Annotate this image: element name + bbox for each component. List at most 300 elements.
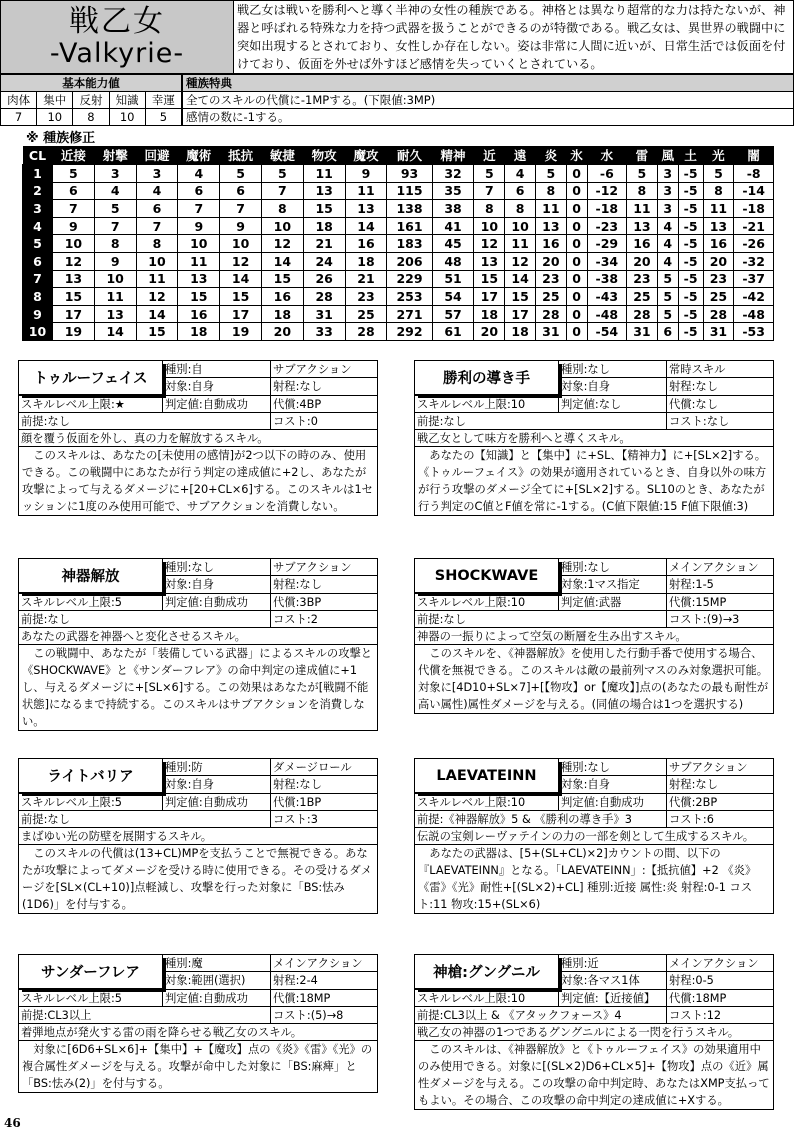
skill-type: 種別:なし bbox=[559, 759, 667, 775]
stats-cell: 7 bbox=[261, 182, 303, 200]
skill-card bbox=[18, 558, 378, 731]
stats-cell: 25 bbox=[703, 288, 734, 306]
stats-cell: 20 bbox=[474, 323, 505, 341]
skill-timing: ダメージロール bbox=[273, 761, 352, 774]
stats-cell: 15 bbox=[220, 288, 262, 306]
stats-cell: 10 bbox=[505, 217, 536, 235]
skill-prereq: 前提:CL3以上 & 《アタックフォース》4 bbox=[415, 1007, 667, 1023]
stats-cell: -14 bbox=[734, 182, 774, 200]
skill-body: 対象に[6D6+SL×6]+【集中】+【魔攻】点の《炎》《雷》《光》の複合属性ダメージを与える。攻撃が命中した対象に「BS:麻痺」と「BS:怯み(2)」を付与する。 bbox=[22, 1043, 373, 1090]
skill-cost2: コスト:3 bbox=[273, 813, 318, 826]
skill-cost: 代償:4BP bbox=[273, 398, 322, 411]
stats-cell: 10 bbox=[94, 270, 136, 288]
stats-cell: 28 bbox=[627, 305, 658, 323]
skill-judge: 判定値:自動成功 bbox=[163, 594, 271, 610]
stats-cell: 28 bbox=[345, 323, 387, 341]
race-title-en: -Valkyrie- bbox=[49, 38, 185, 69]
stats-cell: -32 bbox=[734, 252, 774, 270]
stats-cell: 9 bbox=[53, 217, 95, 235]
skill-cost: 代償:2BP bbox=[669, 796, 718, 809]
skill-name: サンダーフレア bbox=[19, 955, 163, 989]
stats-cell: 11 bbox=[303, 165, 345, 183]
stats-cl-cell: 6 bbox=[23, 252, 53, 270]
stats-cl-cell: 3 bbox=[23, 200, 53, 218]
skill-timing: メインアクション bbox=[273, 957, 363, 970]
stats-cell: 17 bbox=[505, 305, 536, 323]
stats-cell: 14 bbox=[261, 252, 303, 270]
modifier-note: ※ 種族修正 bbox=[26, 131, 96, 146]
skill-level: スキルレベル上限:5 bbox=[19, 594, 163, 610]
stats-cell: 4 bbox=[94, 182, 136, 200]
stats-cell: 28 bbox=[703, 305, 734, 323]
stats-cell: 271 bbox=[387, 305, 432, 323]
stats-cell: -5 bbox=[678, 200, 703, 218]
stats-cell: -5 bbox=[678, 288, 703, 306]
stats-cell: 3 bbox=[136, 165, 178, 183]
stats-cell: 9 bbox=[345, 165, 387, 183]
skill-cost2: コスト:(5)→8 bbox=[273, 1009, 344, 1022]
stats-cell: 5 bbox=[657, 305, 678, 323]
skill-type: 種別:自 bbox=[163, 361, 271, 377]
stats-cell: 0 bbox=[566, 182, 587, 200]
ability-label: 集中 bbox=[37, 92, 73, 109]
stats-cell: 8 bbox=[627, 182, 658, 200]
stats-cell: 61 bbox=[432, 323, 474, 341]
trait-line: 感情の数に-1する。 bbox=[183, 109, 794, 126]
stats-cell: 15 bbox=[53, 288, 95, 306]
skill-target: 対象:自身 bbox=[163, 576, 271, 593]
stats-row bbox=[23, 165, 774, 183]
skill-summary: 伝説の宝剣レーヴァテインの力の一部を剣として生成するスキル。 bbox=[417, 830, 754, 843]
stats-cell: 13 bbox=[627, 217, 658, 235]
stats-cell: 115 bbox=[387, 182, 432, 200]
skill-level: スキルレベル上限:5 bbox=[19, 990, 163, 1006]
stats-cell: 3 bbox=[657, 165, 678, 183]
skill-level: スキルレベル上限:5 bbox=[19, 794, 163, 810]
skill-body: あなたの【知識】と【集中】に+SL、【精神力】に+[SL×2]する。《トゥルーフェイス》の効果が適用されているとき、自身以外の味方が行う攻撃のダメージ全てに+[SL×2]する。SL10のとき、あなたが行う判定のC値とF値を常に-1する。(C値下限値:15 F値下限値:3) bbox=[418, 449, 767, 513]
stats-cell: 18 bbox=[505, 323, 536, 341]
stats-header-cell: CL bbox=[23, 146, 53, 165]
skill-timing: サブアクション bbox=[273, 363, 352, 376]
stats-cell: 0 bbox=[566, 323, 587, 341]
stats-cell: 292 bbox=[387, 323, 432, 341]
ability-value: 10 bbox=[109, 109, 145, 126]
stats-cell: 6 bbox=[178, 182, 220, 200]
skill-target: 対象:1マス指定 bbox=[559, 576, 667, 593]
stats-header-cell: 闇 bbox=[734, 146, 774, 165]
stats-cell: 4 bbox=[657, 235, 678, 253]
stats-cell: -5 bbox=[678, 217, 703, 235]
stats-cell: 26 bbox=[303, 270, 345, 288]
skill-cost: 代償:なし bbox=[669, 398, 718, 411]
ability-label: 反射 bbox=[73, 92, 109, 109]
skill-cost2: コスト:12 bbox=[669, 1009, 722, 1022]
stats-cell: 10 bbox=[136, 252, 178, 270]
stats-cell: 13 bbox=[53, 270, 95, 288]
stats-cell: 0 bbox=[566, 165, 587, 183]
stats-cell: 16 bbox=[178, 305, 220, 323]
stats-cell: 48 bbox=[432, 252, 474, 270]
skill-name: 神槍:グングニル bbox=[415, 955, 559, 989]
stats-header-cell: 氷 bbox=[566, 146, 587, 165]
stats-cell: 16 bbox=[261, 288, 303, 306]
stats-cell: 38 bbox=[432, 200, 474, 218]
stats-cell: 3 bbox=[657, 182, 678, 200]
stats-cell: 5 bbox=[703, 165, 734, 183]
stats-cell: -5 bbox=[678, 165, 703, 183]
stats-header-cell: 魔攻 bbox=[345, 146, 387, 165]
skill-prereq: 前提:なし bbox=[415, 413, 667, 429]
stats-cell: 0 bbox=[566, 288, 587, 306]
stats-cell: 0 bbox=[566, 235, 587, 253]
stats-cell: -42 bbox=[734, 288, 774, 306]
stats-header-cell: 近 bbox=[474, 146, 505, 165]
race-title-jp: 戦乙女 bbox=[69, 4, 165, 39]
stats-header-cell: 雷 bbox=[627, 146, 658, 165]
stats-header-cell: 光 bbox=[703, 146, 734, 165]
stats-cell: 10 bbox=[220, 235, 262, 253]
stats-cell: 12 bbox=[261, 235, 303, 253]
stats-cell: 0 bbox=[566, 217, 587, 235]
stats-cell: 14 bbox=[345, 217, 387, 235]
stats-cell: -34 bbox=[587, 252, 626, 270]
stats-cell: 6 bbox=[53, 182, 95, 200]
skill-card bbox=[18, 954, 378, 1093]
stats-cell: -26 bbox=[734, 235, 774, 253]
stats-cell: 10 bbox=[53, 235, 95, 253]
stats-cell: 23 bbox=[703, 270, 734, 288]
skill-type: 種別:なし bbox=[559, 559, 667, 575]
stats-cell: 5 bbox=[657, 270, 678, 288]
skill-name: 神器解放 bbox=[19, 559, 163, 593]
stats-cell: 25 bbox=[535, 288, 566, 306]
stats-cell: -6 bbox=[587, 165, 626, 183]
stats-header-cell: 耐久 bbox=[387, 146, 432, 165]
skill-cost: 代償:18MP bbox=[273, 992, 331, 1005]
stats-cell: 13 bbox=[474, 252, 505, 270]
stats-cell: 6 bbox=[220, 182, 262, 200]
stats-cell: 206 bbox=[387, 252, 432, 270]
race-description: 戦乙女は戦いを勝利へと導く半神の女性の種族である。神格とは異なり超常的な力は持たないが、神器と呼ばれる特殊な力を持つ武器を扱うことができるのが特徴である。戦乙女は、異世界の戦闘中に突如出現するとされており、女性しか存在しない。姿は非常に人間に近いが、日常生活では仮面を付けており、仮面を外せば外すほど感情を失っていくとされている。 bbox=[234, 0, 794, 74]
stats-cell: -5 bbox=[678, 235, 703, 253]
stats-cell: 11 bbox=[178, 252, 220, 270]
skill-cost2: コスト:6 bbox=[669, 813, 714, 826]
stats-cell: 6 bbox=[505, 182, 536, 200]
skill-timing: メインアクション bbox=[669, 561, 759, 574]
skill-card bbox=[414, 360, 774, 516]
skill-range: 射程:2-4 bbox=[273, 974, 318, 987]
stats-cell: 4 bbox=[178, 165, 220, 183]
stats-header-cell: 抵抗 bbox=[220, 146, 262, 165]
stats-cell: -38 bbox=[587, 270, 626, 288]
stats-cell: 229 bbox=[387, 270, 432, 288]
stats-cell: -5 bbox=[678, 182, 703, 200]
skill-level: スキルレベル上限:★ bbox=[19, 396, 163, 412]
trait-line: 全てのスキルの代償に-1MPする。(下限値:3MP) bbox=[183, 92, 794, 109]
skill-name: SHOCKWAVE bbox=[415, 559, 559, 593]
stats-row bbox=[23, 217, 774, 235]
stats-cell: 8 bbox=[474, 200, 505, 218]
stats-cell: 9 bbox=[220, 217, 262, 235]
skill-prereq: 前提:CL3以上 bbox=[19, 1007, 271, 1023]
stats-cell: 31 bbox=[303, 305, 345, 323]
skill-cost: 代償:15MP bbox=[669, 596, 727, 609]
stats-cell: -18 bbox=[587, 200, 626, 218]
stats-cell: -29 bbox=[587, 235, 626, 253]
stats-cell: 33 bbox=[303, 323, 345, 341]
stats-cell: 23 bbox=[627, 270, 658, 288]
stats-cell: 12 bbox=[505, 252, 536, 270]
stats-row bbox=[23, 182, 774, 200]
stats-cell: 5 bbox=[53, 165, 95, 183]
skill-timing: サブアクション bbox=[273, 561, 352, 574]
stats-cell: 12 bbox=[136, 288, 178, 306]
stats-cell: 17 bbox=[474, 288, 505, 306]
stats-cell: 18 bbox=[345, 252, 387, 270]
stats-cell: 253 bbox=[387, 288, 432, 306]
skill-body: このスキルは、《神器解放》と《トゥルーフェイス》の効果適用中のみ使用できる。対象に[(SL×2)D6+CL×5]+【物攻】点の《近》属性ダメージを与える。この攻撃の命中判定時、あなたはXMP支払ってもよい。その場合、この攻撃の命中判定の達成値に+Xする。 bbox=[418, 1043, 770, 1107]
stats-cell: -48 bbox=[587, 305, 626, 323]
skill-cost2: コスト:なし bbox=[669, 415, 730, 428]
stats-cell: 17 bbox=[53, 305, 95, 323]
stats-cell: 13 bbox=[178, 270, 220, 288]
stats-cell: 32 bbox=[432, 165, 474, 183]
stats-header-cell: 敏捷 bbox=[261, 146, 303, 165]
skill-level: スキルレベル上限:10 bbox=[415, 990, 559, 1006]
stats-cell: 18 bbox=[178, 323, 220, 341]
ability-heading: 基本能力値 bbox=[1, 75, 182, 92]
stats-cl-cell: 9 bbox=[23, 305, 53, 323]
skill-summary: まばゆい光の防壁を展開するスキル。 bbox=[21, 830, 213, 843]
stats-cell: 14 bbox=[220, 270, 262, 288]
skill-range: 射程:なし bbox=[273, 578, 322, 591]
stats-cell: 5 bbox=[657, 288, 678, 306]
ability-value: 8 bbox=[73, 109, 109, 126]
skill-level: スキルレベル上限:10 bbox=[415, 594, 559, 610]
stats-cell: 8 bbox=[136, 235, 178, 253]
stats-row bbox=[23, 270, 774, 288]
skill-type: 種別:なし bbox=[559, 361, 667, 377]
stats-cell: -37 bbox=[734, 270, 774, 288]
stats-cell: 5 bbox=[627, 165, 658, 183]
skill-target: 対象:自身 bbox=[163, 776, 271, 793]
stats-cell: 4 bbox=[136, 182, 178, 200]
ability-label: 幸運 bbox=[145, 92, 181, 109]
skill-cost: 代償:1BP bbox=[273, 796, 322, 809]
stats-cell: 4 bbox=[657, 252, 678, 270]
stats-cell: 8 bbox=[261, 200, 303, 218]
stats-cell: -5 bbox=[678, 270, 703, 288]
stats-cell: 11 bbox=[627, 200, 658, 218]
stats-body bbox=[23, 165, 774, 341]
stats-header-cell: 回避 bbox=[136, 146, 178, 165]
stats-row bbox=[23, 200, 774, 218]
skill-name: LAEVATEINN bbox=[415, 759, 559, 793]
stats-header-cell: 風 bbox=[657, 146, 678, 165]
stats-row bbox=[23, 252, 774, 270]
stats-cell: 11 bbox=[94, 288, 136, 306]
stats-cell: 93 bbox=[387, 165, 432, 183]
skill-type: 種別:防 bbox=[163, 759, 271, 775]
skill-card bbox=[414, 954, 774, 1110]
skill-summary: 顔を覆う仮面を外し、真の力を解放するスキル。 bbox=[21, 432, 269, 445]
skill-judge: 判定値:自動成功 bbox=[163, 990, 271, 1006]
skill-timing: 常時スキル bbox=[669, 363, 726, 376]
stats-row bbox=[23, 288, 774, 306]
stats-cell: 15 bbox=[474, 270, 505, 288]
stats-cell: 183 bbox=[387, 235, 432, 253]
skill-judge: 判定値:武器 bbox=[559, 594, 667, 610]
skill-target: 対象:範囲(選択) bbox=[163, 972, 271, 989]
stats-header-cell: 近接 bbox=[53, 146, 95, 165]
skill-target: 対象:自身 bbox=[163, 378, 271, 395]
stats-cell: 5 bbox=[220, 165, 262, 183]
stats-cell: -54 bbox=[587, 323, 626, 341]
stats-row bbox=[23, 323, 774, 341]
skill-cost: 代償:3BP bbox=[273, 596, 322, 609]
stats-cell: 17 bbox=[220, 305, 262, 323]
skill-range: 射程:1-5 bbox=[669, 578, 714, 591]
stats-cell: 12 bbox=[220, 252, 262, 270]
skill-range: 射程:なし bbox=[273, 380, 322, 393]
stats-cell: 23 bbox=[535, 270, 566, 288]
stats-cell: 57 bbox=[432, 305, 474, 323]
stats-cell: 21 bbox=[345, 270, 387, 288]
stats-cell: 51 bbox=[432, 270, 474, 288]
page-number: 46 bbox=[4, 1116, 21, 1130]
stats-cell: 9 bbox=[178, 217, 220, 235]
stats-cl-cell: 5 bbox=[23, 235, 53, 253]
stats-cell: 25 bbox=[627, 288, 658, 306]
stats-cell: 31 bbox=[703, 323, 734, 341]
skill-judge: 判定値:【近接値】 bbox=[559, 990, 667, 1006]
stats-cell: 7 bbox=[474, 182, 505, 200]
skill-level: スキルレベル上限:10 bbox=[415, 794, 559, 810]
stats-cell: -53 bbox=[734, 323, 774, 341]
skill-prereq: 前提:なし bbox=[19, 811, 271, 827]
skill-body: このスキルは、あなたの[未使用の感情]が2つ以下の時のみ、使用できる。この戦闘中にあなたが行う判定の達成値に+2し、あなたが攻撃によって与えるダメージに+[20+CL×6]する。このスキルは1セッションに1度のみ使用可能で、サブアクションを消費しない。 bbox=[22, 449, 373, 513]
stats-cell: 18 bbox=[474, 305, 505, 323]
skill-cost: 代償:18MP bbox=[669, 992, 727, 1005]
stats-cell: 15 bbox=[136, 323, 178, 341]
stats-cell: 28 bbox=[303, 288, 345, 306]
stats-cell: 7 bbox=[53, 200, 95, 218]
stats-cell: 10 bbox=[261, 217, 303, 235]
stats-cell: 20 bbox=[535, 252, 566, 270]
ability-label: 肉体 bbox=[1, 92, 37, 109]
stats-cell: 14 bbox=[94, 323, 136, 341]
skill-prereq: 前提:なし bbox=[415, 611, 667, 627]
skill-type: 種別:魔 bbox=[163, 955, 271, 971]
stats-cell: 8 bbox=[703, 182, 734, 200]
ability-value: 10 bbox=[37, 109, 73, 126]
ability-table bbox=[0, 74, 182, 126]
skill-timing: メインアクション bbox=[669, 957, 759, 970]
stats-row bbox=[23, 235, 774, 253]
skill-summary: 戦乙女の神器の1つであるグングニルによる一閃を行うスキル。 bbox=[417, 1026, 740, 1039]
stats-cell: 16 bbox=[703, 235, 734, 253]
skill-summary: 着弾地点が発火する雷の雨を降らせる戦乙女のスキル。 bbox=[21, 1026, 303, 1039]
skill-card bbox=[414, 558, 774, 714]
skill-range: 射程:なし bbox=[669, 380, 718, 393]
skill-level: スキルレベル上限:10 bbox=[415, 396, 559, 412]
stats-header-cell: 射撃 bbox=[94, 146, 136, 165]
skill-target: 対象:自身 bbox=[559, 378, 667, 395]
skill-body: この戦闘中、あなたが「装備している武器」によるスキルの攻撃と《SHOCKWAVE》と《サンダーフレア》の命中判定の達成値に+1し、与えるダメージに+[SL×6]する。この効果はあなたが[戦闘不能状態]になるまで持続する。このスキルはサブアクションを消費しない。 bbox=[22, 647, 373, 728]
skill-summary: 神器の一振りによって空気の断層を生み出すスキル。 bbox=[417, 630, 687, 643]
skill-card bbox=[18, 360, 378, 516]
ability-value: 7 bbox=[1, 109, 37, 126]
stats-cl-cell: 1 bbox=[23, 165, 53, 183]
stats-header-cell: 物攻 bbox=[303, 146, 345, 165]
stats-cell: 8 bbox=[505, 200, 536, 218]
stats-header-cell: 遠 bbox=[505, 146, 536, 165]
ability-value: 5 bbox=[145, 109, 181, 126]
stats-cell: 6 bbox=[657, 323, 678, 341]
stats-cell: 15 bbox=[505, 288, 536, 306]
stats-cell: 16 bbox=[627, 235, 658, 253]
skill-summary: 戦乙女として味方を勝利へと導くスキル。 bbox=[417, 432, 631, 445]
stats-cell: 11 bbox=[535, 200, 566, 218]
skill-summary: あなたの武器を神器へと変化させるスキル。 bbox=[21, 630, 246, 643]
stats-cell: -18 bbox=[734, 200, 774, 218]
stats-cell: 13 bbox=[345, 200, 387, 218]
skill-name: ライトバリア bbox=[19, 759, 163, 793]
stats-cell: -21 bbox=[734, 217, 774, 235]
stats-cell: 16 bbox=[345, 235, 387, 253]
stats-cl-cell: 7 bbox=[23, 270, 53, 288]
stats-cell: 19 bbox=[220, 323, 262, 341]
skill-cost2: コスト:(9)→3 bbox=[669, 613, 740, 626]
stats-cell: 13 bbox=[303, 182, 345, 200]
stats-cl-cell: 8 bbox=[23, 288, 53, 306]
skill-range: 射程:なし bbox=[669, 778, 718, 791]
skill-range: 射程:なし bbox=[273, 778, 322, 791]
stats-cell: 10 bbox=[178, 235, 220, 253]
stats-cell: 12 bbox=[474, 235, 505, 253]
stats-cell: 7 bbox=[220, 200, 262, 218]
stats-cell: 14 bbox=[136, 305, 178, 323]
stats-cell: -5 bbox=[678, 305, 703, 323]
stats-cell: 28 bbox=[535, 305, 566, 323]
stats-cell: 8 bbox=[535, 182, 566, 200]
skill-body: このスキルの代償は(13+CL)MPを支払うことで無視できる。あなたが攻撃によってダメージを受ける時に使用できる。その受けるダメージを[SL×(CL+10)]点軽減し、攻撃を行った対象に「BS:怯み(1D6)」を付与する。 bbox=[22, 847, 372, 911]
stats-header-cell: 魔術 bbox=[178, 146, 220, 165]
stats-header-cell: 精神 bbox=[432, 146, 474, 165]
skill-cost2: コスト:2 bbox=[273, 613, 318, 626]
skill-target: 対象:自身 bbox=[559, 776, 667, 793]
skill-type: 種別:なし bbox=[163, 559, 271, 575]
stats-cell: -43 bbox=[587, 288, 626, 306]
stats-cell: 5 bbox=[94, 200, 136, 218]
stats-cell: 54 bbox=[432, 288, 474, 306]
stats-header-cell: 土 bbox=[678, 146, 703, 165]
stats-cell: 14 bbox=[505, 270, 536, 288]
stats-cell: 35 bbox=[432, 182, 474, 200]
stats-cell: 10 bbox=[474, 217, 505, 235]
stats-cell: 12 bbox=[53, 252, 95, 270]
stats-cell: 11 bbox=[136, 270, 178, 288]
stats-cell: 0 bbox=[566, 200, 587, 218]
stats-cell: 11 bbox=[703, 200, 734, 218]
stats-cell: -8 bbox=[734, 165, 774, 183]
stats-table bbox=[22, 146, 774, 341]
stats-cell: 13 bbox=[94, 305, 136, 323]
stats-cell: 20 bbox=[703, 252, 734, 270]
skill-prereq: 前提:なし bbox=[19, 611, 271, 627]
stats-header-cell: 水 bbox=[587, 146, 626, 165]
stats-row bbox=[23, 305, 774, 323]
